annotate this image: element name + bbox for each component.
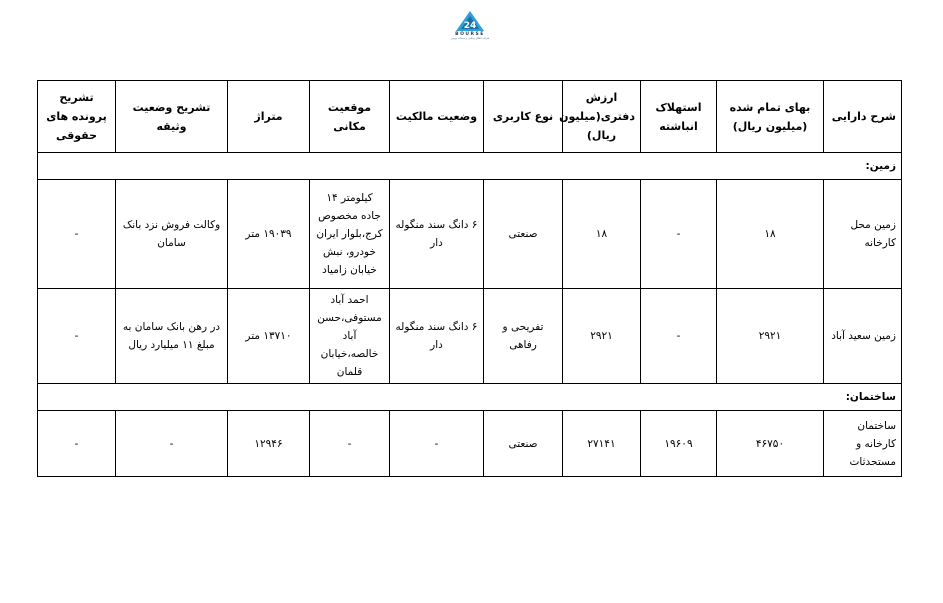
cell-collateral-status: - [116,411,228,477]
header-asset-description: شرح دارایی [824,81,902,153]
cell-cost: ۱۸ [717,180,824,289]
section-title-land: زمین: [38,153,902,180]
cell-usage-type: صنعتی [484,411,563,477]
cell-usage-type: تفریحی و رفاهی [484,289,563,384]
cell-cost: ۴۶۷۵۰ [717,411,824,477]
header-collateral-status: تشریح وضعیت وثیقه [116,81,228,153]
logo-word: BOURSE [455,32,485,37]
cell-accumulated-depreciation: ۱۹۶۰۹ [641,411,717,477]
cell-book-value: ۱۸ [563,180,641,289]
header-usage-type: نوع کاربری [484,81,563,153]
header-row [38,81,902,153]
cell-asset-description: زمین سعید آباد [824,289,902,384]
cell-ownership-status: ۶ دانگ سند منگوله دار [390,289,484,384]
table-row [38,289,902,384]
cell-usage-type: صنعتی [484,180,563,289]
section-row-building [38,384,902,411]
cell-area: ۱۹۰۳۹ متر [228,180,310,289]
cell-legal-cases: - [38,411,116,477]
cell-collateral-status: وکالت فروش نزد بانک سامان [116,180,228,289]
header-book-value: ارزش دفتری(میلیون ریال) [563,81,641,153]
cell-accumulated-depreciation: - [641,289,717,384]
cell-legal-cases: - [38,180,116,289]
cell-location: کیلومتر ۱۴ جاده مخصوص کرج،بلوار ایران خودرو، نبش خیابان زامیاد [310,180,390,289]
assets-table [37,80,902,477]
cell-ownership-status: ۶ دانگ سند منگوله دار [390,180,484,289]
header-ownership-status: وضعیت مالکیت [390,81,484,153]
header-legal-cases: تشریح پرونده های حقوقی [38,81,116,153]
header-area: متراژ [228,81,310,153]
cell-ownership-status: - [390,411,484,477]
cell-book-value: ۲۹۲۱ [563,289,641,384]
table-row [38,411,902,477]
cell-asset-description: ساختمان کارخانه و مستحدثات [824,411,902,477]
section-row-land [38,153,902,180]
cell-location: احمد آباد مستوفی،حسن آباد خالصه،خیابان قلمان [310,289,390,384]
logo-subtitle: شرکت اطلاع رسانی و خدمات بورس [450,37,490,40]
cell-collateral-status: در رهن بانک سامان به مبلغ ۱۱ میلیارد ریال [116,289,228,384]
cell-location: - [310,411,390,477]
header-accumulated-depreciation: استهلاک انباشته [641,81,717,153]
cell-cost: ۲۹۲۱ [717,289,824,384]
cell-asset-description: زمین محل کارخانه [824,180,902,289]
header-location: موقعیت مکانی [310,81,390,153]
header-cost: بهای تمام شده (میلیون ریال) [717,81,824,153]
cell-legal-cases: - [38,289,116,384]
section-title-building: ساختمان: [38,384,902,411]
bourse-logo [446,10,494,44]
cell-book-value: ۲۷۱۴۱ [563,411,641,477]
svg-text:24: 24 [463,21,477,31]
bourse-logo-icon [455,10,485,32]
cell-area: ۱۳۷۱۰ متر [228,289,310,384]
cell-accumulated-depreciation: - [641,180,717,289]
cell-area: ۱۲۹۴۶ [228,411,310,477]
table-row [38,180,902,289]
